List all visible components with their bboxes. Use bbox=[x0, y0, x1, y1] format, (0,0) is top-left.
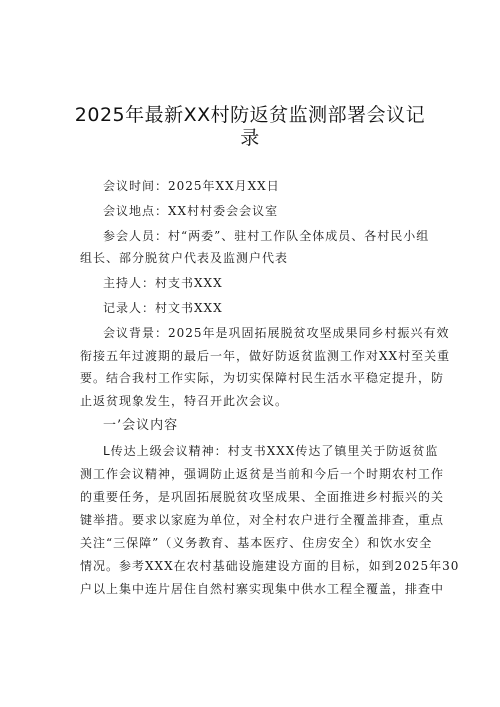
meeting-time: 会议时间：2025年XX月XX日 bbox=[103, 179, 280, 193]
attendees: 参会人员：村“两委”、驻村工作队全体成员、各村民小组 bbox=[103, 229, 430, 243]
background-paragraph-line: 止返贫现象发生，特召开此次会议。 bbox=[80, 394, 289, 408]
content-text: 村支书XXX传达了镇里关于防返贫监 bbox=[227, 444, 439, 458]
background-paragraph-line: 要。结合我村工作实际，为切实保障村民生活水平稳定提升，防 bbox=[80, 371, 445, 385]
background-paragraph-line: 衔接五年过渡期的最后一年，做好防返贫监测工作对XX村至关重 bbox=[80, 349, 451, 363]
content-paragraph-line bbox=[103, 443, 438, 459]
content-paragraph-line: 情况。参考XXX在农村基础设施建设方面的目标，如到2025年30 bbox=[80, 559, 460, 573]
section-heading: 一’会议内容 bbox=[103, 418, 179, 433]
content-paragraph-line: 的重要任务，是巩固拓展脱贫攻坚成果、全面推进乡村振兴的关 bbox=[80, 490, 445, 504]
document-title: 2025年最新XX村防返贫监测部署会议记 bbox=[74, 104, 426, 126]
document-title-continued: 录 bbox=[240, 127, 260, 149]
content-paragraph-line: 户以上集中连片居住自然村寨实现集中供水工程全覆盖，排查中 bbox=[80, 582, 445, 596]
content-paragraph-line: 测工作会议精神，强调防止返贫是当前和今后一个时期农村工作 bbox=[80, 467, 445, 481]
content-lead: L传达上级会议精神： bbox=[103, 444, 228, 458]
content-paragraph-line: 键举措。要求以家庭为单位，对全村农户进行全覆盖排查，重点 bbox=[80, 513, 445, 527]
meeting-recorder: 记录人：村文书XXX bbox=[103, 301, 223, 315]
attendees-continued: 组长、部分脱贫户代表及监测户代表 bbox=[80, 251, 289, 265]
meeting-place: 会议地点：XX村村委会会议室 bbox=[103, 204, 279, 218]
content-paragraph-line: 关注“三保障”（义务教育、基本医疗、住房安全）和饮水安全 bbox=[80, 536, 433, 550]
background-paragraph-line: 会议背景：2025年是巩固拓展脱贫攻坚成果同乡村振兴有效 bbox=[103, 326, 450, 340]
meeting-host: 主持人：村支书XXX bbox=[103, 276, 223, 290]
